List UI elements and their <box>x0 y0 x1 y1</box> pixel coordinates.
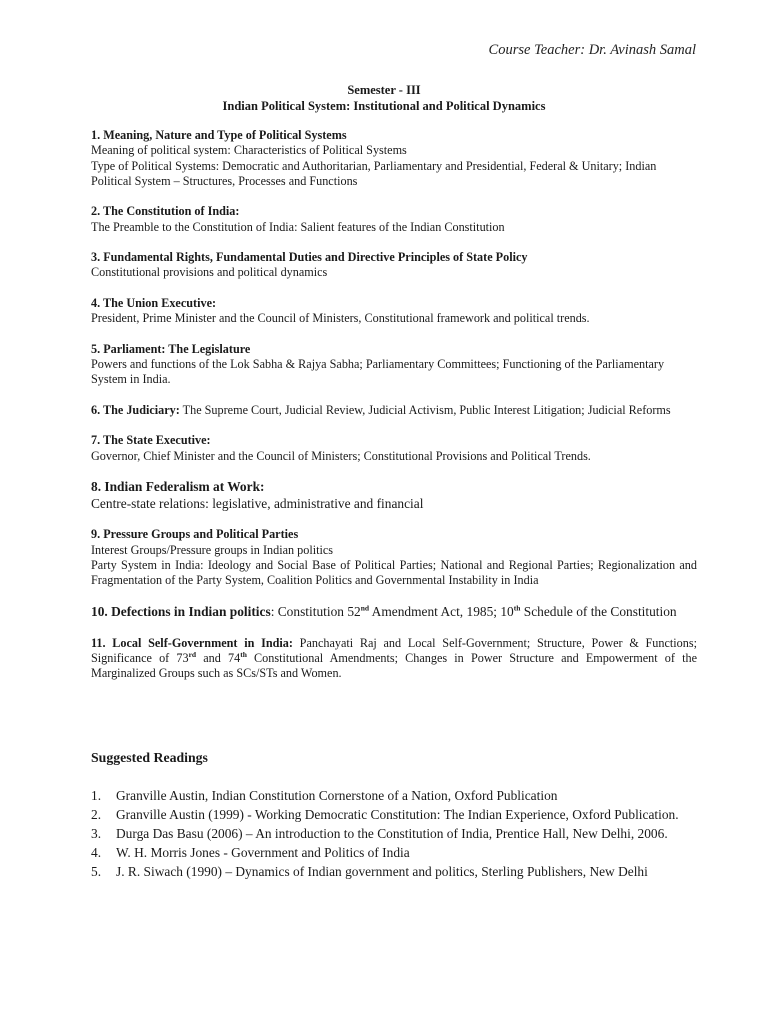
title-block <box>0 82 768 114</box>
section-7 <box>91 433 697 464</box>
reading-text: J. R. Siwach (1990) – Dynamics of Indian government and politics, Sterling Publishers, New Delhi <box>116 864 648 879</box>
suggested-readings <box>91 750 697 881</box>
section-heading: 7. The State Executive: <box>91 433 211 448</box>
section-text: Panchayati Raj and Local Self-Government; Structure, Power & Functions; Significance of 73 <box>91 635 697 665</box>
course-title: Indian Political System: Institutional and Political Dynamics <box>222 99 546 113</box>
reading-number: 4. <box>91 845 102 860</box>
section-line: Governor, Chief Minister and the Council of Ministers; Constitutional Provisions and Political Trends. <box>91 448 591 463</box>
reading-number: 2. <box>91 807 102 822</box>
section-heading: 9. Pressure Groups and Political Parties <box>91 527 299 542</box>
section-line: Party System in India: Ideology and Social Base of Political Parties; National and Regional Parties; Regionalization and Fragmentation of the Party System, Coalition Politics and Governmental Instability in India <box>91 558 697 588</box>
section-11 <box>91 636 697 682</box>
section-line: Type of Political Systems: Democratic and Authoritarian, Parliamentary and Presidential, Federal & Unitary; Indian Political System – Structures, Processes and Functions <box>91 158 657 188</box>
section-3 <box>91 250 697 281</box>
section-line: Centre-state relations: legislative, administrative and financial <box>91 495 424 511</box>
reading-text: Durga Das Basu (2006) – An introduction to the Constitution of India, Prentice Hall, New Delhi, 2006. <box>116 826 668 841</box>
section-text: and 74 <box>196 650 241 665</box>
section-heading: 2. The Constitution of India: <box>91 204 240 219</box>
reading-text: Granville Austin, Indian Constitution Cornerstone of a Nation, Oxford Publication <box>116 788 558 803</box>
section-text: Constitutional Amendments; Changes in Power Structure and Empowerment of the Marginalized Groups such as SCs/STs and Women. <box>91 650 697 681</box>
reading-item <box>91 843 697 862</box>
section-5 <box>91 342 697 388</box>
section-heading: 1. Meaning, Nature and Type of Political Systems <box>91 128 347 142</box>
section-heading: 10. Defections in Indian politics <box>91 603 271 619</box>
reading-number: 5. <box>91 864 102 879</box>
section-heading: 3. Fundamental Rights, Fundamental Duties and Directive Principles of State Policy <box>91 250 528 265</box>
section-text: Amendment Act, 1985; 10 <box>369 603 514 619</box>
section-line: President, Prime Minister and the Council of Ministers, Constitutional framework and political trends. <box>91 311 590 326</box>
section-heading: 4. The Union Executive: <box>91 295 217 310</box>
section-2 <box>91 204 697 235</box>
section-10 <box>91 604 697 621</box>
section-line: Meaning of political system: Characteristics of Political Systems <box>91 143 407 158</box>
section-8 <box>91 479 697 512</box>
section-text: : Constitution 52 <box>270 603 361 619</box>
semester-heading: Semester - III <box>347 83 421 97</box>
reading-number: 3. <box>91 826 102 841</box>
reading-item <box>91 862 697 881</box>
reading-text: Granville Austin (1999) - Working Democratic Constitution: The Indian Experience, Oxford Publication. <box>116 807 679 822</box>
section-line: Powers and functions of the Lok Sabha & Rajya Sabha; Parliamentary Committees; Functioning of the Parliamentary System in India. <box>91 357 665 387</box>
reading-item <box>91 824 697 843</box>
section-line: Constitutional provisions and political dynamics <box>91 265 328 280</box>
reading-item <box>91 786 697 805</box>
superscript: th <box>513 603 521 613</box>
section-heading: 6. The Judiciary: <box>91 402 180 417</box>
section-inline-text: The Supreme Court, Judicial Review, Judicial Activism, Public Interest Litigation; Judicial Reforms <box>179 402 671 417</box>
superscript: rd <box>188 649 197 659</box>
section-6 <box>91 403 697 418</box>
reading-item <box>91 805 697 824</box>
reading-number: 1. <box>91 788 102 803</box>
readings-list <box>91 786 697 881</box>
section-9 <box>91 527 697 588</box>
course-teacher: Course Teacher: Dr. Avinash Samal <box>488 42 696 58</box>
readings-title: Suggested Readings <box>91 750 208 765</box>
reading-text: W. H. Morris Jones - Government and Politics of India <box>116 845 410 860</box>
superscript: nd <box>360 603 370 613</box>
section-heading: 11. Local Self-Government in India: <box>91 635 293 650</box>
syllabus-sections <box>91 128 697 697</box>
section-heading: 8. Indian Federalism at Work: <box>91 479 265 495</box>
section-line: Interest Groups/Pressure groups in Indian politics <box>91 542 334 557</box>
section-4 <box>91 296 697 327</box>
section-line: The Preamble to the Constitution of India: Salient features of the Indian Constitution <box>91 219 505 234</box>
section-1 <box>91 128 697 189</box>
section-text: Schedule of the Constitution <box>520 603 677 619</box>
section-heading: 5. Parliament: The Legislature <box>91 341 251 356</box>
superscript: th <box>240 649 247 659</box>
